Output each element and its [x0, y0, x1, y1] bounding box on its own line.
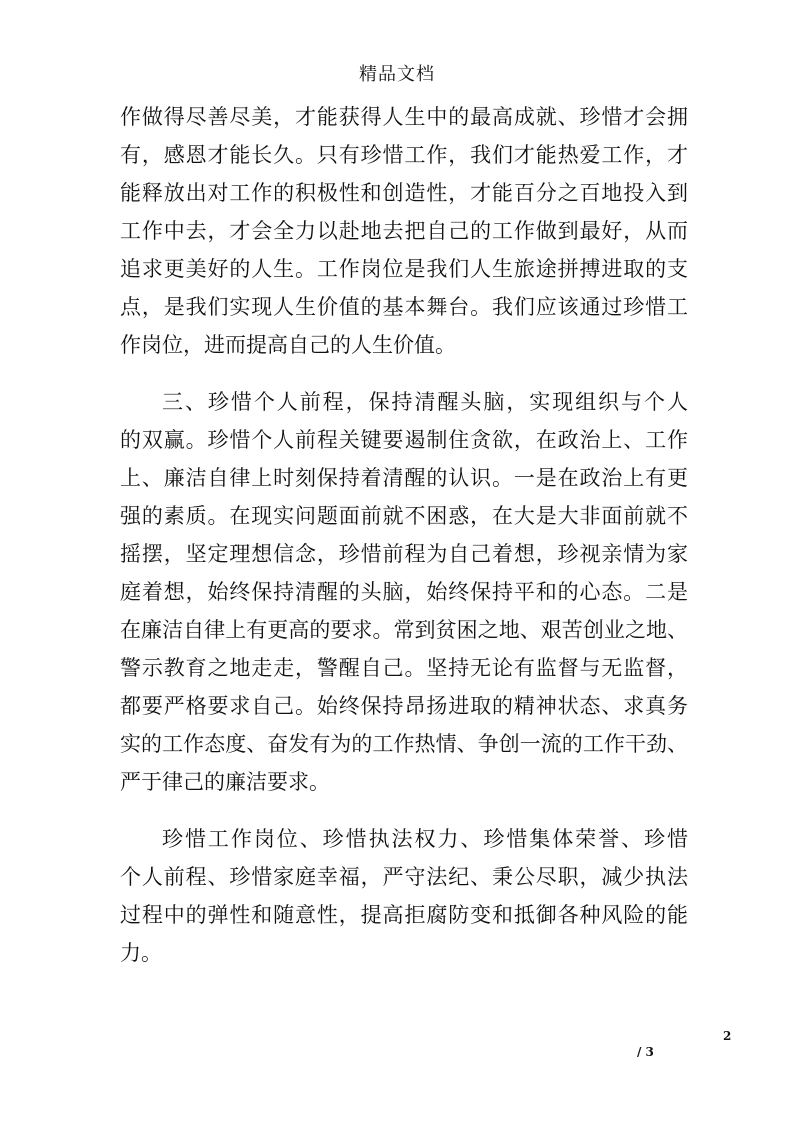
text-line: 能释放出对工作的积极性和创造性，才能百分之百地投入到: [120, 181, 688, 205]
text-line: 个人前程、珍惜家庭幸福，严守法纪、秉公尽职，减少执法: [120, 865, 688, 889]
text-line: 珍惜工作岗位、珍惜执法权力、珍惜集体荣誉、珍惜: [162, 827, 688, 851]
paragraph-gap: [120, 801, 688, 820]
text-line: 在廉洁自律上有更高的要求。常到贫困之地、艰苦创业之地、: [120, 618, 688, 642]
document-body: [120, 98, 688, 972]
text-line: 过程中的弹性和随意性，提高拒腐防变和抵御各种风险的能: [120, 903, 688, 927]
text-line: 上、廉洁自律上时刻保持着清醒的认识。一是在政治上有更: [120, 466, 688, 490]
page-number: 2: [723, 1029, 732, 1043]
text-line: 作岗位，进而提高自己的人生价值。: [120, 333, 456, 357]
text-line: 都要严格要求自己。始终保持昂扬进取的精神状态、求真务: [120, 694, 688, 718]
text-line: 摇摆，坚定理想信念，珍惜前程为自己着想，珍视亲情为家: [120, 542, 688, 566]
text-line: 实的工作态度、奋发有为的工作热情、争创一流的工作干劲、: [120, 732, 688, 756]
paragraph: [120, 383, 688, 801]
paragraph: [120, 820, 688, 972]
text-line: 的双赢。珍惜个人前程关键要遏制住贪欲，在政治上、工作: [120, 428, 688, 452]
text-line: 力。: [120, 941, 162, 965]
text-line: 强的素质。在现实问题面前就不困惑，在大是大非面前就不: [120, 504, 688, 528]
text-line: 庭着想，始终保持清醒的头脑，始终保持平和的心态。二是: [120, 580, 688, 604]
text-line: 有，感恩才能长久。只有珍惜工作，我们才能热爱工作，才: [120, 143, 688, 167]
text-line: 工作中去，才会全力以赴地去把自己的工作做到最好，从而: [120, 219, 688, 243]
text-line: 警示教育之地走走，警醒自己。坚持无论有监督与无监督，: [120, 656, 688, 680]
text-line: 点，是我们实现人生价值的基本舞台。我们应该通过珍惜工: [120, 295, 688, 319]
paragraph: [120, 98, 688, 364]
text-line: 三、珍惜个人前程，保持清醒头脑，实现组织与个人: [162, 390, 688, 414]
text-line: 严于律己的廉洁要求。: [120, 770, 330, 794]
page-total: / 3: [637, 1045, 654, 1059]
paragraph-gap: [120, 364, 688, 383]
text-line: 追求更美好的人生。工作岗位是我们人生旅途拼搏进取的支: [120, 257, 688, 281]
text-line: 作做得尽善尽美，才能获得人生中的最高成就、珍惜才会拥: [120, 105, 688, 129]
page-header-title: 精品文档: [359, 64, 435, 85]
